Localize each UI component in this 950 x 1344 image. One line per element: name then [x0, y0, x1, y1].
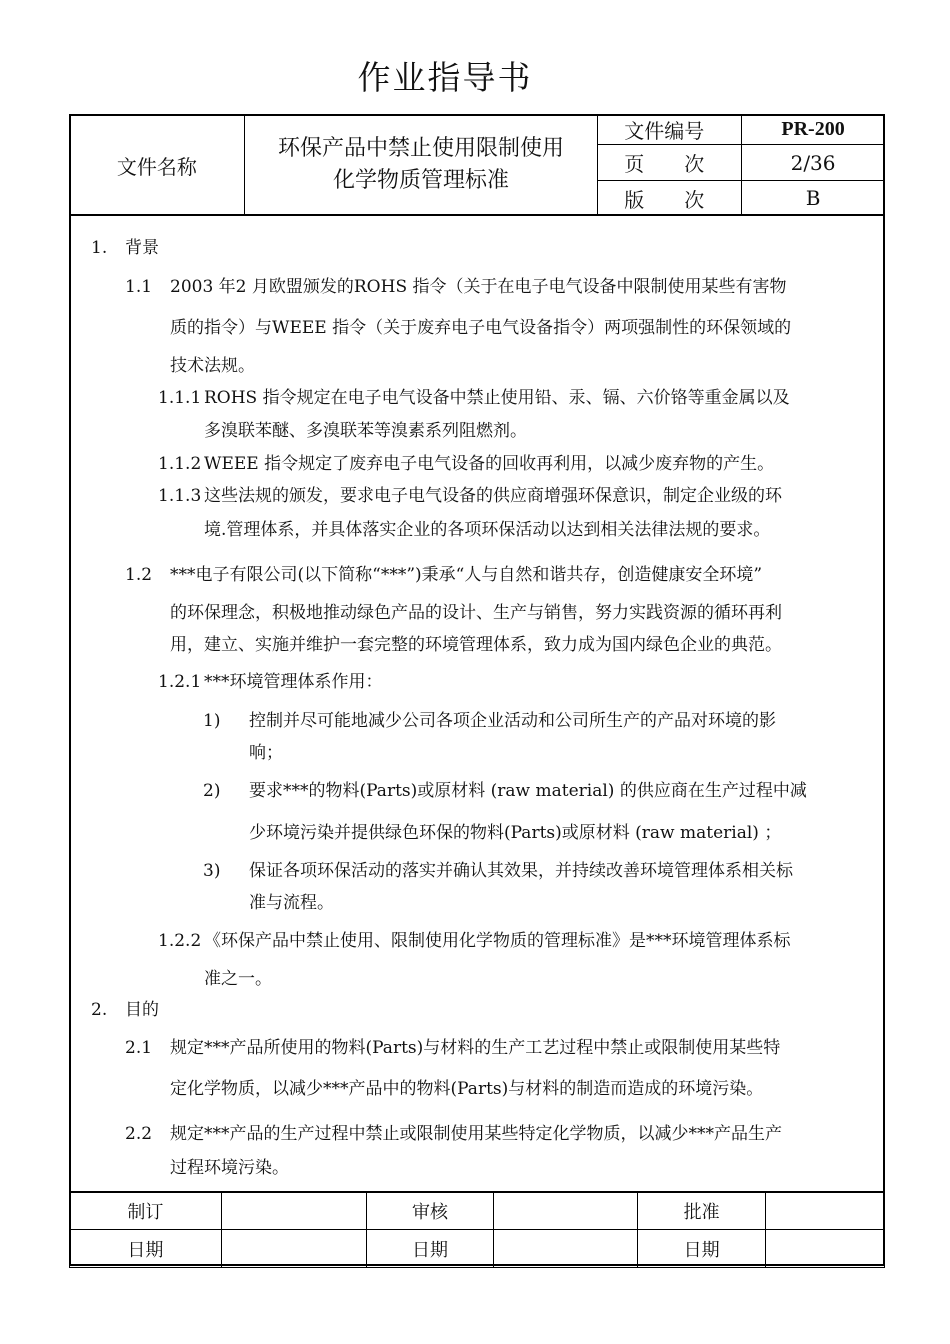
paragraph-line: 过程环境污染。 [170, 1158, 289, 1178]
paragraph-line: 2003 年2 月欧盟颁发的ROHS 指令（关于在电子电气设备中限制使用某些有害物 [170, 277, 787, 297]
paragraph-line: 用，建立、实施并维护一套完整的环境管理体系，致力成为国内绿色企业的典范。 [170, 635, 782, 655]
paragraph-line: 准之一。 [204, 969, 272, 989]
signoff-table [69, 1191, 885, 1268]
version-label: 版 次 [598, 181, 742, 216]
page-number: 2/36 [742, 145, 885, 181]
subsection-number: 1.1 [125, 277, 153, 297]
paragraph-line: 多溴联苯醚、多溴联苯等溴素系列阻燃剂。 [204, 421, 527, 441]
page-label: 页 次 [598, 145, 742, 181]
date-label: 日期 [638, 1230, 766, 1268]
paragraph-line: ROHS 指令规定在电子电气设备中禁止使用铅、汞、镉、六价铬等重金属以及 [204, 388, 790, 408]
doc-name [244, 115, 597, 216]
paragraph-line: 技术法规。 [170, 356, 255, 376]
date-label: 日期 [366, 1230, 494, 1268]
header-divider [69, 214, 885, 216]
doc-name-line2: 化学物质管理标准 [332, 168, 509, 193]
paragraph-line: 这些法规的颁发，要求电子电气设备的供应商增强环保意识，制定企业级的环 [204, 486, 782, 506]
doc-name-line1: 环保产品中禁止使用限制使用 [277, 136, 564, 161]
paragraph-line: WEEE 指令规定了废弃电子电气设备的回收再利用，以减少废弃物的产生。 [204, 454, 775, 474]
list-item-line: 少环境污染并提供绿色环保的物料(Parts)或原材料 (raw material) ； [249, 823, 782, 843]
subsection-number: 2.1 [125, 1038, 153, 1058]
subsection-number: 2.2 [125, 1124, 153, 1144]
paragraph-line: ***环境管理体系作用： [204, 672, 383, 692]
signoff-divider [69, 1191, 885, 1193]
subsection-number: 1.1.3 [158, 486, 202, 506]
doc-no-label: 文件编号 [598, 115, 742, 145]
version: B [742, 181, 885, 216]
reviewed-label: 审核 [366, 1192, 494, 1230]
paragraph-line: 定化学物质，以减少***产品中的物料(Parts)与材料的制造而造成的环境污染。 [170, 1079, 764, 1099]
subsection-number: 1.1.2 [158, 454, 202, 474]
list-item-line: 要求***的物料(Parts)或原材料 (raw material) 的供应商在生产过程中减 [249, 781, 807, 801]
doc-no: PR-200 [742, 115, 885, 145]
reviewed-date-field[interactable] [494, 1230, 638, 1268]
section-title: 目的 [125, 1000, 159, 1020]
paragraph-line: 规定***产品所使用的物料(Parts)与材料的生产工艺过程中禁止或限制使用某些特 [170, 1038, 781, 1058]
section-number: 1. [91, 238, 108, 258]
approved-date-field[interactable] [766, 1230, 885, 1268]
doc-name-label: 文件名称 [70, 115, 245, 216]
list-item-line: 响； [249, 743, 283, 763]
approved-by-field[interactable] [766, 1192, 885, 1230]
prepared-by-field[interactable] [221, 1192, 366, 1230]
paragraph-line: 规定***产品的生产过程中禁止或限制使用某些特定化学物质，以减少***产品生产 [170, 1124, 782, 1144]
paragraph-line: 《环保产品中禁止使用、限制使用化学物质的管理标准》是***环境管理体系标 [204, 931, 791, 951]
reviewed-by-field[interactable] [494, 1192, 638, 1230]
paragraph-line: ***电子有限公司(以下简称“***”)秉承“人与自然和谐共存，创造健康安全环境” [170, 565, 763, 585]
list-item-number: 3) [203, 861, 221, 881]
header-table [69, 114, 885, 216]
list-item-line: 保证各项环保活动的落实并确认其效果，并持续改善环境管理体系相关标 [249, 861, 793, 881]
document-title: 作业指导书 [357, 58, 533, 97]
section-number: 2. [91, 1000, 108, 1020]
subsection-number: 1.1.1 [158, 388, 202, 408]
prepared-label: 制订 [70, 1192, 222, 1230]
list-item-line: 准与流程。 [249, 893, 334, 913]
list-item-line: 控制并尽可能地减少公司各项企业活动和公司所生产的产品对环境的影 [249, 711, 776, 731]
list-item-number: 2) [203, 781, 221, 801]
list-item-number: 1) [203, 711, 221, 731]
section-title: 背景 [125, 238, 159, 258]
approved-label: 批准 [638, 1192, 766, 1230]
date-label: 日期 [70, 1230, 222, 1268]
subsection-number: 1.2.2 [158, 931, 202, 951]
paragraph-line: 境.管理体系，并具体落实企业的各项环保活动以达到相关法律法规的要求。 [204, 520, 771, 540]
paragraph-line: 的环保理念，积极地推动绿色产品的设计、生产与销售，努力实践资源的循环再利 [170, 603, 782, 623]
subsection-number: 1.2.1 [158, 672, 202, 692]
prepared-date-field[interactable] [221, 1230, 366, 1268]
subsection-number: 1.2 [125, 565, 153, 585]
paragraph-line: 质的指令）与WEEE 指令（关于废弃电子电气设备指令）两项强制性的环保领域的 [170, 318, 792, 338]
